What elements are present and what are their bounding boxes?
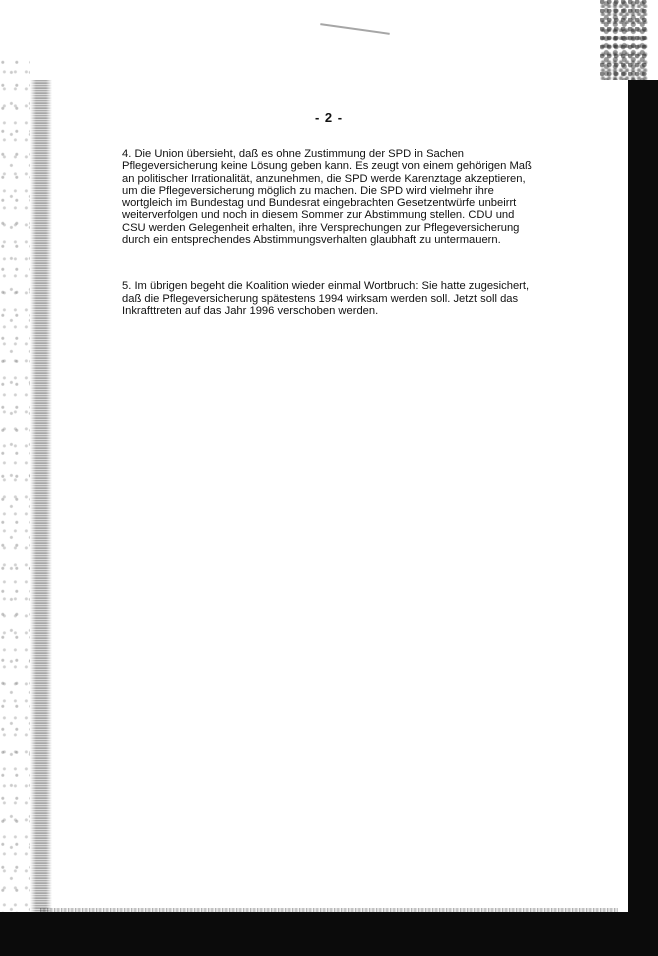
text-line: Pflegeversicherung keine Lösung geben kann. Es zeugt von einem gehörigen Maß <box>122 160 532 173</box>
paragraph-5 <box>122 280 542 317</box>
text-line: Inkrafttreten auf das Jahr 1996 verschoben werden. <box>122 304 379 317</box>
document-body <box>122 148 542 351</box>
text-line: daß die Pflegeversicherung spätestens 1994 wirksam werden soll. Jetzt soll das <box>122 292 519 305</box>
scan-edge-bottom <box>0 912 658 956</box>
text-line: weiterverfolgen und noch in diesem Sommer zur Abstimmung stellen. CDU und <box>122 209 515 222</box>
text-line: um die Pflegeversicherung möglich zu machen. Die SPD wird vielmehr ihre <box>122 184 494 197</box>
text-line: 4. Die Union übersieht, daß es ohne Zustimmung der SPD in Sachen <box>122 148 465 160</box>
text-line: wortgleich im Bundestag und Bundesrat eingebrachten Gesetzentwürfe unbeirrt <box>122 197 517 210</box>
scan-noise-top-right <box>600 0 648 80</box>
page-number: - 2 - <box>314 110 344 125</box>
text-line: durch ein entsprechendes Abstimmungsverhalten glaubhaft zu untermauern. <box>122 234 501 247</box>
paragraph-4 <box>122 148 542 246</box>
scan-streak <box>320 23 390 35</box>
text-line: an politischer Irrationalität, anzunehmen, die SPD werde Karenztage akzeptieren, <box>122 172 526 185</box>
scan-edge-left <box>0 80 52 920</box>
text-line: CSU werden Gelegenheit erhalten, ihre Versprechungen zur Pflegeversicherung <box>122 221 520 234</box>
text-line: 5. Im übrigen begeht die Koalition wieder einmal Wortbruch: Sie hatte zugesichert, <box>122 280 530 293</box>
scan-edge-right <box>628 80 658 956</box>
